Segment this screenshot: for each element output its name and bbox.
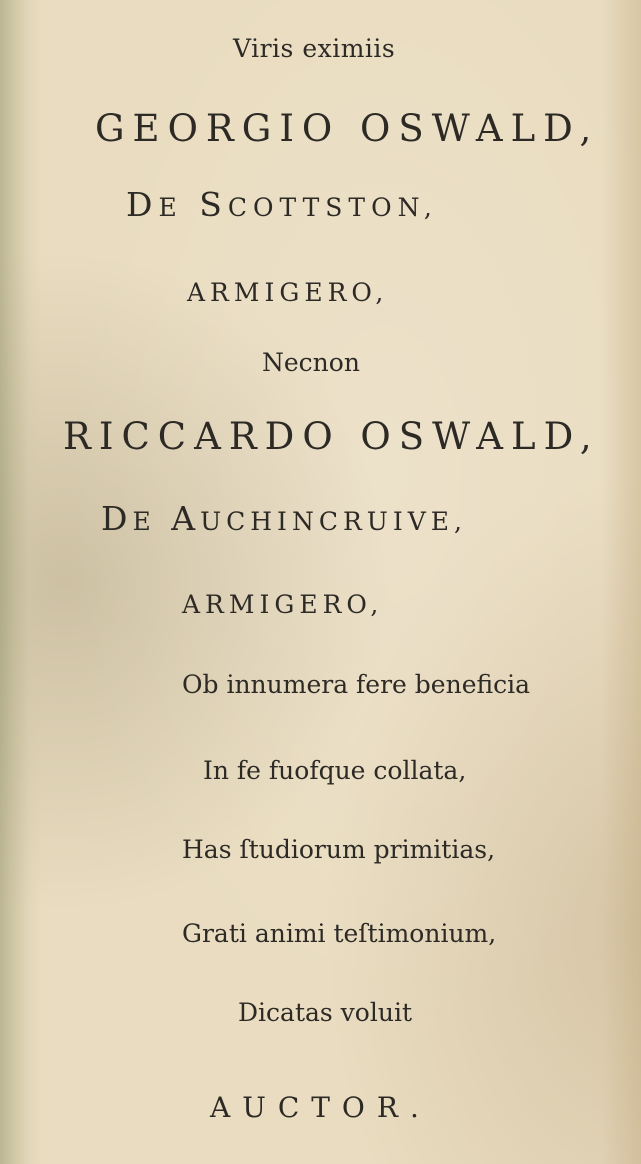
- author-signature: AUCTOR.: [210, 1091, 431, 1124]
- dedication-text-line: Dicatas voluit: [238, 998, 412, 1027]
- dedicatee-name-riccardo: RICCARDO OSWALD,: [63, 415, 600, 458]
- dedication-opening: Viris eximiis: [233, 34, 396, 63]
- binding-shadow: [0, 0, 42, 1164]
- dedicatee-estate-scottston: DE SCOTTSTON,: [126, 185, 438, 224]
- dedicatee-title-armigero-2: ARMIGERO,: [182, 590, 384, 619]
- dedicatee-name-georgio: GEORGIO OSWALD,: [95, 107, 600, 150]
- page-edge-stain: [601, 0, 641, 1164]
- dedication-conjunction: Necnon: [262, 348, 360, 377]
- dedication-text-line: Ob innumera fere beneficia: [182, 670, 531, 699]
- dedicatee-estate-auchincruive: DE AUCHINCRUIVE,: [101, 499, 467, 538]
- dedication-text-line: Grati animi teſtimonium,: [182, 919, 497, 948]
- dedication-text-line: In fe fuofque collata,: [203, 756, 467, 785]
- dedicatee-title-armigero-1: ARMIGERO,: [187, 278, 389, 307]
- dedication-text-line: Has ſtudiorum primitias,: [182, 835, 496, 864]
